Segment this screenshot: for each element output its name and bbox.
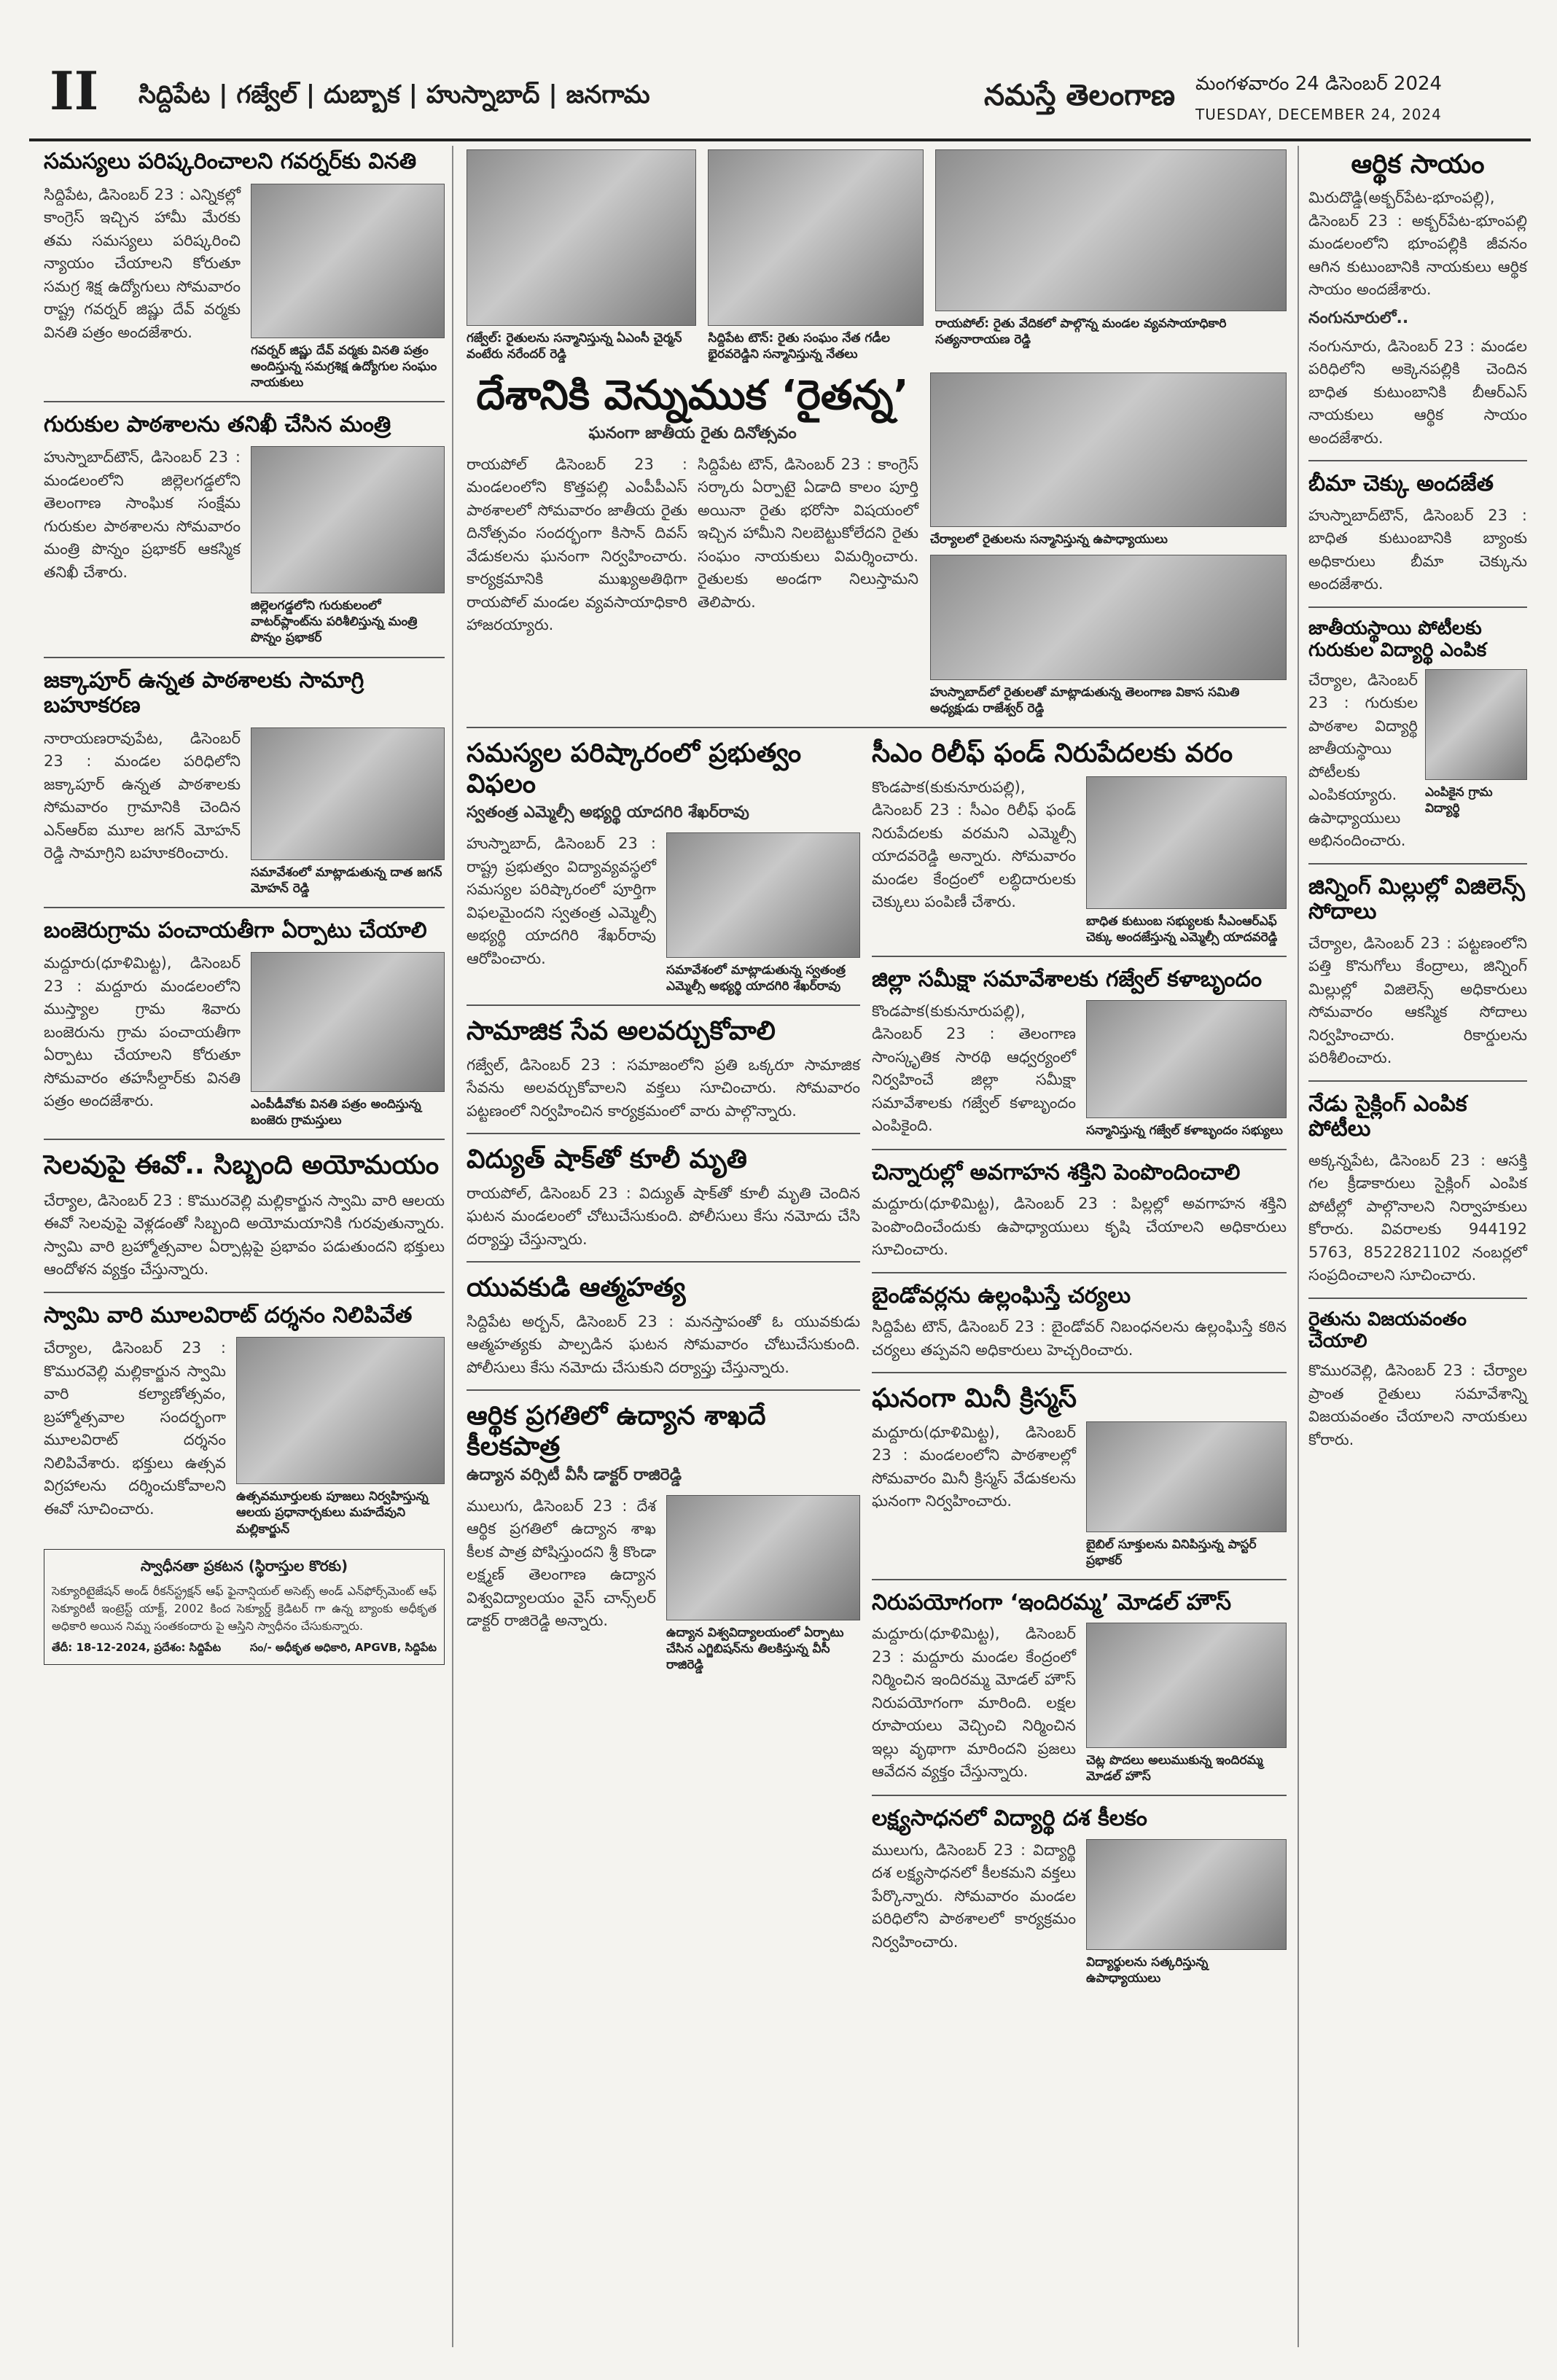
news-photo xyxy=(935,149,1287,311)
divider xyxy=(44,907,445,908)
headline: విద్యుత్ షాక్‌తో కూలీ మృతి xyxy=(467,1144,747,1175)
article-text: నారాయణరావుపేట, డిసెంబర్ 23 : మండల పరిధిలోని జక్కాపూర్ ఉన్నత పాఠశాలకు సోమవారం గ్రామానికి చెందిన ఎన్ఆర్ఐ మూల జగన్ మోహన్ రెడ్డి సామాగ్రిని బహూకరించారు. xyxy=(44,729,241,862)
article-text: ములుగు, డిసెంబర్ 23 : దేశ ఆర్థిక ప్రగతిలో ఉద్యాన శాఖ కీలక పాత్ర పోషిస్తుందని శ్రీ కొండా లక్ష్మణ్ తెలంగాణ ఉద్యాన విశ్వవిద్యాలయం వైస్ చాన్స్‌లర్ డాక్టర్ రాజిరెడ్డి అన్నారు. xyxy=(467,1497,656,1630)
news-photo xyxy=(708,149,924,326)
photo-caption: సిద్దిపేట టౌన్: రైతు సంఘం నేత గడీల భైరవరెడ్డిని సన్మానిస్తున్న నేతలు xyxy=(708,331,890,362)
masthead xyxy=(0,0,1557,138)
divider xyxy=(1308,1080,1527,1082)
headline: బైండోవర్లను ఉల్లంఘిస్తే చర్యలు xyxy=(872,1282,1131,1308)
divider xyxy=(872,1372,1287,1373)
article-text: చేర్యాల, డిసెంబర్ 23 : కొమురవెల్లి మల్లికార్జున స్వామి వారి కల్యాణోత్సవం, బ్రహ్మోత్సవాల సందర్భంగా మూలవిరాట్ దర్శనం నిలిపివేశారు. భక్తులు ఉత్సవ విగ్రహాలను దర్శించుకోవాలని ఈవో సూచించారు. xyxy=(44,1339,226,1518)
article-text: మద్దూరు(ధూళిమిట్ట), డిసెంబర్ 23 : మండలంలోని పాఠశాలల్లో సోమవారం మినీ క్రిస్మస్ వేడుకలను ఘనంగా నిర్వహించారు. xyxy=(872,1423,1076,1510)
article-text: మద్దూరు(ధూళిమిట్ట), డిసెంబర్ 23 : మద్దూరు మండలంలోని ముస్త్యాల గ్రామ శివారు బంజెరును గ్రామ పంచాయతీగా ఏర్పాటు చేయాలని కోరుతూ సోమవారం తహసీల్దార్‌కు వినతి పత్రం అందజేశారు. xyxy=(44,954,241,1110)
divider xyxy=(467,727,1287,728)
news-photo xyxy=(1086,1839,1287,1950)
news-photo xyxy=(251,952,445,1092)
headline: జిల్లా సమీక్షా సమావేశాలకు గజ్వేల్ కళాబృందం xyxy=(872,967,1263,993)
photo-caption: జిల్లెలగడ్డలోని గురుకులంలో వాటర్‌ప్లాంట్‌ను పరిశీలిస్తున్న మంత్రి పొన్నం ప్రభాకర్ xyxy=(251,598,418,646)
headline: బీమా చెక్కు అందజేత xyxy=(1308,471,1494,497)
divider xyxy=(44,401,445,402)
subheadline: ఉద్యాన వర్సిటీ వీసీ డాక్టర్ రాజిరెడ్డి xyxy=(467,1465,682,1484)
headline: జిన్నింగ్ మిల్లుల్లో విజిలెన్స్ సోదాలు xyxy=(1308,873,1525,925)
page-number: II xyxy=(50,60,99,122)
article-text: మద్దూరు(ధూళిమిట్ట), డిసెంబర్ 23 : పిల్లల్లో అవగాహన శక్తిని పెంపొందించేందుకు ఉపాధ్యాయులు కృషి చేయాలని అధికారులు సూచించారు. xyxy=(872,1195,1287,1259)
headline: సీఎం రిలీఫ్ ఫండ్ నిరుపేదలకు వరం xyxy=(872,738,1233,769)
headline: స్వామి వారి మూలవిరాట్ దర్శనం నిలిపివేత xyxy=(44,1302,413,1328)
news-photo xyxy=(467,149,696,326)
photo-caption: సమావేశంలో మాట్లాడుతున్న దాత జగన్ మోహన్ రెడ్డి xyxy=(251,865,442,896)
article-text: చేర్యాల, డిసెంబర్ 23 : కొమురవెల్లి మల్లికార్జున స్వామి వారి ఆలయ ఈవో సెలవుపై వెళ్లడంతో సిబ్బంది అయోమయానికి గురవుతున్నారు. స్వామి వారి బ్రహ్మోత్సవాల ఏర్పాట్లపై ప్రభావం పడుతుందని భక్తులు ఆందోళన వ్యక్తం చేస్తున్నారు. xyxy=(44,1191,445,1279)
article-text: రాయపోల్, డిసెంబర్ 23 : విద్యుత్ షాక్‌తో కూలీ మృతి చెందిన ఘటన మండలంలో చోటుచేసుకుంది. పోలీసులు కేసు నమోదు చేసి దర్యాప్తు చేస్తున్నారు. xyxy=(467,1184,860,1248)
news-photo xyxy=(1086,1421,1287,1532)
divider xyxy=(467,1004,860,1006)
photo-caption: విద్యార్థులను సత్కరిస్తున్న ఉపాధ్యాయులు xyxy=(1086,1954,1209,1986)
center-column xyxy=(467,149,1287,1986)
article-text: కొమురవెల్లి, డిసెంబర్ 23 : చేర్యాల ప్రాంత రైతులు సమావేశాన్ని విజయవంతం చేయాలని నాయకులు కోరారు. xyxy=(1308,1362,1527,1448)
article-text: సిద్దిపేట టౌన్, డిసెంబర్ 23 : కాంగ్రెస్ సర్కారు ఏర్పాటై ఏడాది కాలం పూర్తి అయినా రైతు భరోసా విషయంలో ఇచ్చిన హామీని నిలబెట్టుకోలేదని రైతు సంఘం నాయకులు విమర్శించారు. రైతులకు అండగా నిలుస్తామని తెలిపారు. xyxy=(698,455,918,611)
news-photo xyxy=(1425,669,1527,780)
photo-caption: బాధిత కుటుంబ సభ్యులకు సీఎంఆర్ఎఫ్ చెక్కు అందజేస్తున్న ఎమ్మెల్సీ యాదవరెడ్డి xyxy=(1086,913,1278,945)
article-text: నంగునూరు, డిసెంబర్ 23 : మండల పరిధిలోని అక్కెనపల్లికి చెందిన బాధిత కుటుంబానికి బీఆర్ఎస్ నాయకులు ఆర్థిక సాయం అందజేశారు. xyxy=(1308,337,1527,447)
article-text: కొండపాక(కుకునూరుపల్లి), డిసెంబర్ 23 : తెలంగాణ సాంస్కృతిక సారథి ఆధ్వర్యంలో నిర్వహించే జిల్లా సమీక్షా సమావేశాలకు గజ్వేల్ కళాబృందం ఎంపికైంది. xyxy=(872,1002,1076,1135)
photo-caption: గజ్వేల్: రైతులను సన్మానిస్తున్న ఏఎంసీ చైర్మన్ వంటేరు నరేందర్ రెడ్డి xyxy=(467,331,682,362)
divider xyxy=(467,1261,860,1263)
subheadline: నంగునూరులో.. xyxy=(1308,308,1409,327)
headline: ఘనంగా మినీ క్రిస్మస్ xyxy=(872,1384,1077,1414)
photo-caption: గవర్నర్ జిష్ణు దేవ్ వర్మకు వినతి పత్రం అందిస్తున్న సమగ్రశిక్ష ఉద్యోగుల సంఘం నాయకులు xyxy=(251,343,437,390)
headline: రైతును విజయవంతం చేయాలి xyxy=(1308,1308,1467,1352)
divider xyxy=(1308,863,1527,865)
divider xyxy=(1308,606,1527,608)
notice-text: సెక్యూరిటైజేషన్ అండ్ రీకన్‌స్ట్రక్షన్ ఆఫ్ ఫైనాన్షియల్ అసెట్స్ అండ్ ఎన్‌ఫోర్స్‌మెంట్ ఆఫ్ సెక్యూరిటీ ఇంట్రెస్ట్ యాక్ట్, 2002 కింద సెక్యూర్డ్ క్రెడిటర్ గా ఉన్న బ్యాంకు అధీకృత అధికారి అయిన నిమ్న సంతకందారు పై ఆస్తిని స్వాధీనం చేసుకున్నారు. xyxy=(52,1583,437,1633)
news-photo xyxy=(930,372,1287,527)
news-photo xyxy=(666,832,860,958)
headline: సామాజిక సేవ అలవర్చుకోవాలి xyxy=(467,1016,776,1047)
article-text: సిద్దిపేట, డిసెంబర్ 23 : ఎన్నికల్లో కాంగ్రెస్ ఇచ్చిన హామీ మేరకు తమ సమస్యలు పరిష్కరించి న్యాయం చేయాలని కోరుతూ సమగ్ర శిక్ష ఉద్యోగులు సోమవారం రాష్ట్ర గవర్నర్ జిష్ణు దేవ్ వర్మకు వినతి పత్రం అందజేశారు. xyxy=(44,185,241,341)
photo-caption: రాయపోల్: రైతు వేదికలో పాల్గొన్న మండల వ్యవసాయాధికారి సత్యనారాయణ రెడ్డి xyxy=(935,316,1227,348)
divider xyxy=(467,1133,860,1134)
headline: సమస్యలు పరిష్కరించాలని గవర్నర్‌కు వినతి xyxy=(44,149,417,174)
news-photo xyxy=(930,555,1287,680)
news-photo xyxy=(666,1495,860,1620)
legal-notice xyxy=(44,1549,445,1665)
photo-caption: చెట్ల పొదలు అలుముకున్న ఇందిరమ్మ మోడల్ హౌస్ xyxy=(1086,1753,1263,1784)
section-title: సిద్దిపేట | గజ్వేల్ | దుబ్బాక | హుస్నాబాద్ | జనగామ xyxy=(138,80,650,109)
headline: ఆర్థిక ప్రగతిలో ఉద్యాన శాఖదే కీలకపాత్ర xyxy=(467,1401,766,1462)
date-telugu: మంగళవారం 24 డిసెంబర్ 2024 xyxy=(1195,73,1443,95)
news-photo xyxy=(251,446,445,593)
photo-caption: సన్మానిస్తున్న గజ్వేల్ కళాబృందం సభ్యులు xyxy=(1086,1123,1283,1138)
news-photo xyxy=(236,1337,445,1484)
article-text: ములుగు, డిసెంబర్ 23 : విద్యార్థి దశ లక్ష్యసాధనలో కీలకమని వక్తలు పేర్కొన్నారు. సోమవారం మండల పరిధిలోని పాఠశాలలో కార్యక్రమం నిర్వహించారు. xyxy=(872,1841,1076,1951)
news-photo xyxy=(1086,1000,1287,1118)
divider xyxy=(1308,460,1527,461)
lead-headline: దేశానికి వెన్నుముక ‘రైతన్న’ xyxy=(476,372,909,420)
headline: గురుకుల పాఠశాలను తనిఖీ చేసిన మంత్రి xyxy=(44,411,391,437)
divider xyxy=(1308,1298,1527,1299)
headline: బంజెరుగ్రామ పంచాయతీగా ఏర్పాటు చేయాలి xyxy=(44,917,427,943)
newspaper-name: నమస్తే తెలంగాణ xyxy=(984,79,1176,112)
photo-caption: బైబిల్ సూక్తులను వినిపిస్తున్న పాస్టర్ ప్రభాకర్ xyxy=(1086,1537,1257,1568)
article-text: హుస్నాబాద్‌టౌన్, డిసెంబర్ 23 : బాధిత కుటుంబానికి బ్యాంకు అధికారులు బీమా చెక్కును అందజేశారు. xyxy=(1308,506,1527,593)
divider xyxy=(872,1579,1287,1580)
article-text: హుస్నాబాద్, డిసెంబర్ 23 : రాష్ట్ర ప్రభుత్వం విద్యావ్యవస్థలో సమస్యల పరిష్కారంలో పూర్తిగా విఫలమైందని స్వతంత్ర ఎమ్మెల్సీ అభ్యర్థి యాదగిరి శేఖర్‌రావు ఆరోపించారు. xyxy=(467,835,656,967)
article-text: సిద్దిపేట టౌన్, డిసెంబర్ 23 : బైండోవర్ నిబంధనలను ఉల్లంఘిస్తే కఠిన చర్యలు తప్పవని అధికారులు హెచ్చరించారు. xyxy=(872,1318,1287,1359)
article-text: రాయపోల్ డిసెంబర్ 23 : మండలంలోని కొత్తపల్లి ఎంపీపీఎస్ పాఠశాలలో సోమవారం జాతీయ రైతు దినోత్సవం సందర్భంగా కిసాన్ దివస్ వేడుకలను ఘనంగా నిర్వహించారు. కార్యక్రమానికి ముఖ్యఅతిథిగా రాయపోల్ మండల వ్యవసాయాధికారి హాజరయ్యారు. xyxy=(467,455,687,634)
photo-caption: సమావేశంలో మాట్లాడుతున్న స్వతంత్ర ఎమ్మెల్సీ అభ్యర్థి యాదగిరి శేఖర్‌రావు xyxy=(666,963,846,994)
photo-caption: హుస్నాబాద్‌లో రైతులతో మాట్లాడుతున్న తెలంగాణ వికాస సమితి అధ్యక్షుడు రాజేశ్వర్ రెడ్డి xyxy=(930,685,1240,717)
news-photo xyxy=(1086,776,1287,909)
divider xyxy=(467,1389,860,1391)
divider xyxy=(44,1292,445,1293)
news-photo xyxy=(1086,1623,1287,1748)
divider xyxy=(872,1795,1287,1796)
article-text: సిద్దిపేట అర్బన్, డిసెంబర్ 23 : మనస్తాపంతో ఓ యువకుడు ఆత్మహత్యకు పాల్పడిన ఘటన సోమవారం చోటుచేసుకుంది. పోలీసులు కేసు నమోదు చేసుకుని దర్యాప్తు చేస్తున్నారు. xyxy=(467,1312,860,1376)
headline: సెలవుపై ఈవో.. సిబ్బంది అయోమయం xyxy=(44,1150,440,1181)
photo-caption: ఉద్యాన విశ్వవిద్యాలయంలో ఏర్పాటు చేసిన ఎగ్జిబిషన్‌ను తిలకిస్తున్న వీసీ రాజిరెడ్డి xyxy=(666,1625,844,1673)
article-text: చేర్యాల, డిసెంబర్ 23 : గురుకుల పాఠశాల విద్యార్థి జాతీయస్థాయి పోటీలకు ఎంపికయ్యారు. ఉపాధ్యాయులు అభినందించారు. xyxy=(1308,671,1418,850)
lead-subheadline: ఘనంగా జాతీయ రైతు దినోత్సవం xyxy=(588,424,797,442)
news-photo xyxy=(251,184,445,338)
photo-caption: ఉత్సవమూర్తులకు పూజలు నిర్వహిస్తున్న ఆలయ ప్రధానార్చకులు మహదేవుని మల్లికార్జున్ xyxy=(236,1489,429,1537)
subheadline: స్వతంత్ర ఎమ్మెల్సీ అభ్యర్థి యాదగిరి శేఖర్‌రావు xyxy=(467,803,749,822)
column-divider xyxy=(452,146,453,2347)
headline: లక్ష్యసాధనలో విద్యార్థి దశ కీలకం xyxy=(872,1806,1147,1832)
divider xyxy=(872,1272,1287,1273)
article-text: మిరుదొడ్డి(అక్బర్‌పేట-భూంపల్లి), డిసెంబర్ 23 : అక్బర్‌పేట-భూంపల్లి మండలంలోని భూంపల్లికి జీవనం ఆగిన కుటుంబానికి నాయకులు ఆర్థిక సాయం అందజేశారు. xyxy=(1308,189,1527,299)
column-divider xyxy=(1298,146,1299,2347)
photo-caption: ఎంపికైన గ్రామ విద్యార్థి xyxy=(1425,784,1493,816)
headline: సమస్యల పరిష్కారంలో ప్రభుత్వం విఫలం xyxy=(467,738,802,799)
date-english: TUESDAY, DECEMBER 24, 2024 xyxy=(1195,106,1442,123)
article-text: అక్కన్నపేట, డిసెంబర్ 23 : ఆసక్తి గల క్రీడాకారులు సైక్లింగ్ ఎంపిక పోటీల్లో పాల్గొనాలని నిర్వాహకులు కోరారు. వివరాలకు 944192 5763, 8522821102 నంబర్లలో సంప్రదించాలని సూచించారు. xyxy=(1308,1151,1527,1284)
photo-caption: చేర్యాలలో రైతులను సన్మానిస్తున్న ఉపాధ్యాయులు xyxy=(930,532,1168,547)
divider xyxy=(872,956,1287,957)
headline: జక్కాపూర్ ఉన్నత పాఠశాలకు సామాగ్రి బహూకరణ xyxy=(44,667,364,719)
divider xyxy=(44,1139,445,1140)
left-column xyxy=(44,149,445,1665)
notice-footer-right: సం/- అధీకృత అధికారి, APGVB, సిద్దిపేట xyxy=(249,1640,437,1654)
article-text: కొండపాక(కుకునూరుపల్లి), డిసెంబర్ 23 : సీఎం రిలీఫ్ ఫండ్ నిరుపేదలకు వరమని ఎమ్మెల్సీ యాదవరెడ్డి అన్నారు. సోమవారం మండల కేంద్రంలో లబ్ధిదారులకు చెక్కులు పంపిణీ చేశారు. xyxy=(872,778,1076,911)
article-text: చేర్యాల, డిసెంబర్ 23 : పట్టణంలోని పత్తి కొనుగోలు కేంద్రాలు, జిన్నింగ్ మిల్లుల్లో విజిలెన్స్ అధికారులు సోమవారం ఆకస్మిక సోదాలు నిర్వహించారు. రికార్డులను పరిశీలించారు. xyxy=(1308,934,1527,1067)
headline: ఆర్థిక సాయం xyxy=(1351,149,1485,179)
article-text: మద్దూరు(ధూళిమిట్ట), డిసెంబర్ 23 : మద్దూరు మండల కేంద్రంలో నిర్మించిన ఇందిరమ్మ మోడల్ హౌస్ నిరుపయోగంగా మారింది. లక్షల రూపాయలు వెచ్చించి నిర్మించిన ఇల్లు వృథాగా మారిందని ప్రజలు ఆవేదన వ్యక్తం చేస్తున్నారు. xyxy=(872,1625,1076,1781)
news-photo xyxy=(251,727,445,860)
headline: నిరుపయోగంగా ‘ఇందిరమ్మ’ మోడల్ హౌస్ xyxy=(872,1589,1232,1615)
headline: నేడు సైక్లింగ్ ఎంపిక పోటీలు xyxy=(1308,1090,1467,1142)
photo-caption: ఎంపీడీవోకు వినతి పత్రం అందిస్తున్న బంజెరు గ్రామస్తులు xyxy=(251,1097,421,1128)
divider xyxy=(44,657,445,658)
divider xyxy=(872,1149,1287,1150)
notice-title: స్వాధీనతా ప్రకటన (స్థిరాస్తుల కొరకు) xyxy=(140,1556,348,1575)
notice-footer-left: తేదీ: 18-12-2024, ప్రదేశం: సిద్దిపేట xyxy=(52,1640,222,1654)
headline: జాతీయస్థాయి పోటీలకు గురుకుల విద్యార్థి ఎంపిక xyxy=(1308,617,1487,661)
headline: చిన్నారుల్లో అవగాహన శక్తిని పెంపొందించాలి xyxy=(872,1159,1241,1185)
headline: యువకుడి ఆత్మహత్య xyxy=(467,1273,686,1303)
right-column xyxy=(1308,149,1527,1451)
article-text: హుస్నాబాద్‌టౌన్, డిసెంబర్ 23 : మండలంలోని జిల్లెలగడ్డలోని తెలంగాణ సాంఘిక సంక్షేమ గురుకుల పాఠశాలను సోమవారం మంత్రి పొన్నం ప్రభాకర్ ఆకస్మిక తనిఖీ చేశారు. xyxy=(44,448,241,581)
masthead-rule xyxy=(29,138,1531,141)
article-text: గజ్వేల్, డిసెంబర్ 23 : సమాజంలోని ప్రతి ఒక్కరూ సామాజిక సేవను అలవర్చుకోవాలని వక్తలు సూచించారు. సోమవారం పట్టణంలో నిర్వహించిన కార్యక్రమంలో వారు పాల్గొన్నారు. xyxy=(467,1056,860,1120)
